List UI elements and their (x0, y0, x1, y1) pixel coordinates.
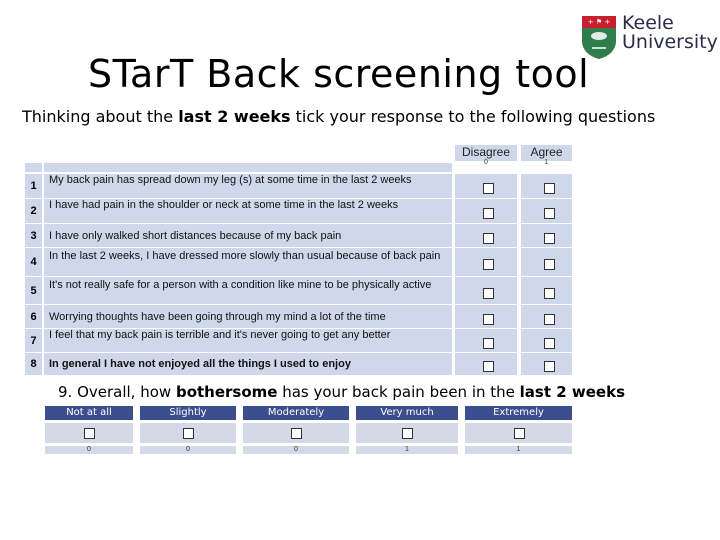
agree-checkbox[interactable] (544, 259, 555, 270)
disagree-checkbox[interactable] (483, 259, 494, 270)
option-score: 1 (465, 446, 572, 454)
agree-checkbox[interactable] (544, 208, 555, 219)
option-checkbox[interactable] (514, 428, 525, 439)
option-score: 0 (140, 446, 236, 454)
option-label: Not at all (45, 406, 133, 420)
question-text: My back pain has spread down my leg (s) at some time in the last 2 weeks (49, 174, 412, 186)
keele-logo (580, 12, 718, 62)
header-spacer (25, 163, 42, 172)
question-text: I feel that my back pain is terrible and it's never going to get any better (49, 328, 391, 341)
question-number: 7 (30, 334, 37, 347)
disagree-header: Disagree 0 (455, 145, 517, 161)
question-number: 2 (30, 205, 37, 217)
logo-line2: University (622, 31, 718, 53)
option-score: 1 (356, 446, 458, 454)
agree-header: Agree 1 (521, 145, 572, 161)
question-text: I have had pain in the shoulder or neck at some time in the last 2 weeks (49, 199, 399, 211)
agree-checkbox[interactable] (544, 233, 555, 244)
disagree-checkbox[interactable] (483, 314, 494, 325)
option-checkbox[interactable] (291, 428, 302, 439)
question-number: 3 (30, 229, 37, 242)
question-text: In general I have not enjoyed all the things I used to enjoy (49, 358, 351, 370)
option-checkbox[interactable] (402, 428, 413, 439)
agree-checkbox[interactable] (544, 314, 555, 325)
page-title: STarT Back screening tool (88, 52, 590, 96)
option-label: Extremely (465, 406, 572, 420)
disagree-checkbox[interactable] (483, 233, 494, 244)
question-number: 1 (30, 180, 37, 192)
question-text: In the last 2 weeks, I have dressed more slowly than usual because of back pain (49, 250, 441, 262)
disagree-checkbox[interactable] (483, 288, 494, 299)
agree-checkbox[interactable] (544, 288, 555, 299)
header-spacer (44, 163, 452, 172)
question-text: Worrying thoughts have been going through my mind a lot of the time (49, 310, 386, 323)
option-label: Moderately (243, 406, 349, 420)
question-text: I have only walked short distances because of my back pain (49, 229, 342, 242)
question-number: 8 (30, 358, 37, 370)
disagree-checkbox[interactable] (483, 183, 494, 194)
option-score: 0 (45, 446, 133, 454)
question-9: 9. Overall, how bothersome has your back pain been in the last 2 weeks (58, 383, 626, 401)
option-score: 0 (243, 446, 349, 454)
option-checkbox[interactable] (84, 428, 95, 439)
instructions: Thinking about the last 2 weeks tick your response to the following questions (22, 107, 656, 126)
option-label: Slightly (140, 406, 236, 420)
disagree-checkbox[interactable] (483, 361, 494, 372)
svg-text:+ ⚑ +: + ⚑ + (587, 18, 611, 26)
university-crest-icon (580, 14, 618, 60)
option-label: Very much (356, 406, 458, 420)
disagree-checkbox[interactable] (483, 338, 494, 349)
disagree-checkbox[interactable] (483, 208, 494, 219)
question-number: 6 (30, 310, 37, 323)
question-number: 4 (30, 256, 37, 268)
agree-checkbox[interactable] (544, 361, 555, 372)
option-checkbox[interactable] (183, 428, 194, 439)
question-number: 5 (30, 284, 37, 297)
question-text: It's not really safe for a person with a condition like mine to be physically active (49, 278, 432, 291)
agree-checkbox[interactable] (544, 183, 555, 194)
agree-checkbox[interactable] (544, 338, 555, 349)
logo-line1: Keele (622, 12, 674, 34)
